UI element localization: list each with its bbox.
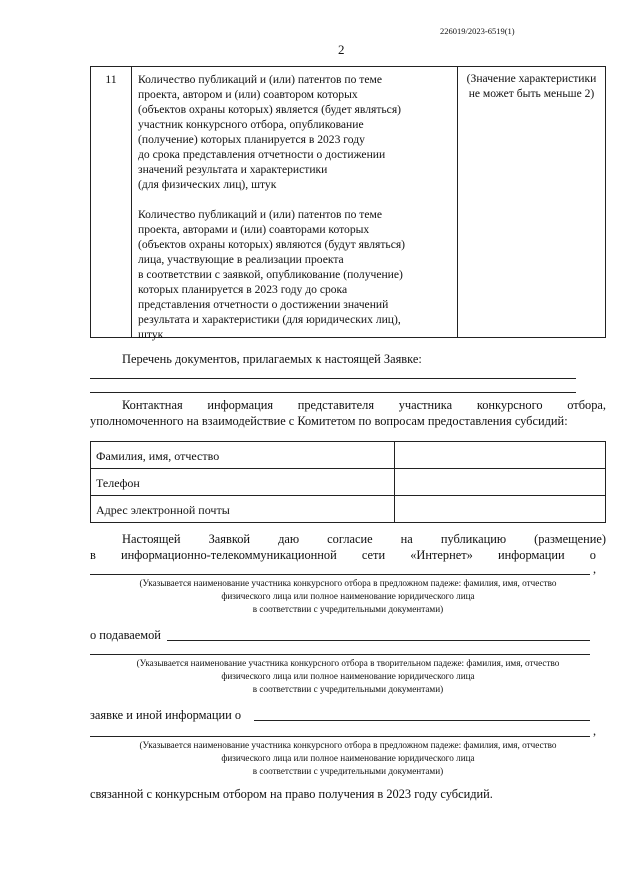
fill-line-3b[interactable] bbox=[90, 736, 590, 737]
row-value: (Значение характеристики не может быть меньше 2) bbox=[466, 72, 597, 100]
contact-value-email[interactable] bbox=[395, 496, 605, 522]
fill-line-2b[interactable] bbox=[90, 654, 590, 655]
instruction-note-3: (Указывается наименование участника конкурсного отбора в предложном падеже: фамилия, имя, отчество физического лица или полное наименование юридического лица в соответствии с учредительными документами) bbox=[139, 740, 557, 776]
contact-intro: Контактная информация представителя участника конкурсного отбора, bbox=[122, 398, 606, 412]
row-description bbox=[132, 67, 458, 341]
text-block-individuals: Количество публикаций и (или) патентов по теме проекта, автором и (или) соавтором которых (объектов охраны которых) является (будет являться) участник конкурсного отбора, опубликование (получение) которых планируется в 2023 году до срока представления отчетности о достижении значений результата и характеристики (для физических лиц), штук bbox=[138, 73, 402, 191]
fill-line-1[interactable] bbox=[90, 574, 590, 575]
consent-line-2: в информационно-телекоммуникационной сети «Интернет» информации о bbox=[90, 548, 596, 562]
contact-table bbox=[90, 441, 606, 523]
table-row bbox=[90, 66, 606, 341]
instruction-note-1: (Указывается наименование участника конкурсного отбора в предложном падеже: фамилия, имя, отчество физического лица или полное наименование юридического лица в соответствии с учредительными документами) bbox=[139, 578, 557, 614]
instruction-note-2: (Указывается наименование участника конкурсного отбора в творительном падеже: фамилия, имя, отчество физического лица или полное наименование юридического лица в соответствии с учредительными документами) bbox=[136, 658, 560, 694]
fill-line-2a[interactable] bbox=[167, 640, 590, 641]
text-block-legal-entities: Количество публикаций и (или) патентов по теме проекта, авторами и (или) соавторами которых (объектов охраны которых) являются (будут являться) лица, участвующие в реализации проекта в соответствии с заявкой, опубликование (получение) которых планируется в 2023 году до срока представления отчетности о достижении значений результата и характеристики (для юридических лиц), штук bbox=[138, 208, 406, 341]
contact-value-name[interactable] bbox=[395, 442, 605, 468]
comma: , bbox=[593, 562, 597, 576]
table-row bbox=[91, 496, 605, 522]
contact-label-email: Адрес электронной почты bbox=[91, 496, 395, 522]
documents-line-2 bbox=[90, 392, 576, 393]
contact-intro-cont: уполномоченного на взаимодействие с Комитетом по вопросам предоставления субсидий: bbox=[90, 414, 568, 428]
closing-text: связанной с конкурсным отбором на право получения в 2023 году субсидий. bbox=[90, 787, 493, 801]
contact-label-phone: Телефон bbox=[91, 469, 395, 495]
application-label: заявке и иной информации о bbox=[90, 708, 242, 722]
documents-list-label: Перечень документов, прилагаемых к настоящей Заявке: bbox=[122, 352, 422, 366]
documents-line-1 bbox=[90, 378, 576, 379]
comma: , bbox=[593, 724, 597, 738]
contact-value-phone[interactable] bbox=[395, 469, 605, 495]
submitted-label: о подаваемой bbox=[90, 628, 161, 642]
table-row bbox=[91, 469, 605, 496]
table-row bbox=[91, 442, 605, 469]
contact-label-name: Фамилия, имя, отчество bbox=[91, 442, 395, 468]
fill-line-3a[interactable] bbox=[254, 720, 590, 721]
row-number: 11 bbox=[91, 67, 132, 337]
page-number: 2 bbox=[338, 42, 345, 57]
document-number: 226019/2023-6519(1) bbox=[440, 26, 515, 36]
consent-line-1: Настоящей Заявкой даю согласие на публикацию (размещение) bbox=[122, 532, 606, 546]
